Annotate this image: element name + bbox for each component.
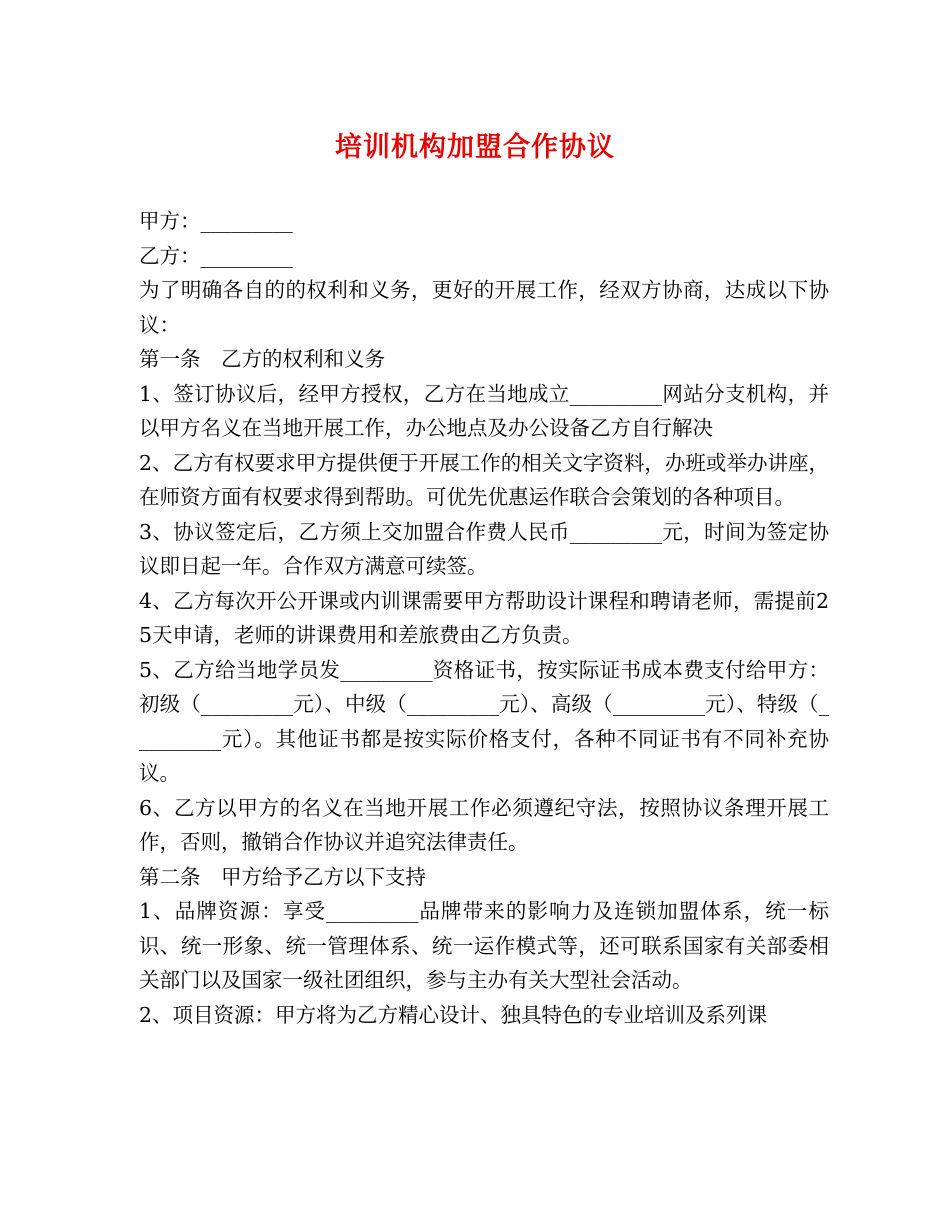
document-body bbox=[139, 204, 829, 1032]
article-1-heading: 第一条 乙方的权利和义务 bbox=[139, 347, 385, 371]
article-1-clause-1: 1、签订协议后，经甲方授权，乙方在当地成立_________网站分支机构，并以甲方名义在当地开展工作，办公地点及办公设备乙方自行解决 bbox=[139, 381, 829, 440]
party-b-line: 乙方：_________ bbox=[139, 243, 293, 268]
article-1-clause-4: 4、乙方每次开公开课或内训课需要甲方帮助设计课程和聘请老师，需提前25天申请，老师的讲课费用和差旅费由乙方负责。 bbox=[139, 588, 829, 647]
article-2-clause-2: 2、项目资源：甲方将为乙方精心设计、独具特色的专业培训及系列课 bbox=[139, 1002, 768, 1027]
preamble-paragraph: 为了明确各自的的权利和义务，更好的开展工作，经双方协商，达成以下协议： bbox=[139, 278, 829, 337]
party-a-line: 甲方：_________ bbox=[139, 209, 293, 233]
article-1-clause-5: 5、乙方给当地学员发_________资格证书，按实际证书成本费支付给甲方：初级（_________元）、中级（_________元）、高级（_________元）、特级（_________元）。其他证书都是按实际价格支付，各种不同证书有不同补充协议。 bbox=[139, 657, 829, 785]
article-2-heading: 第二条 甲方给予乙方以下支持 bbox=[139, 864, 426, 889]
article-1-clause-2: 2、乙方有权要求甲方提供便于开展工作的相关文字资料，办班或举办讲座，在师资方面有权要求得到帮助。可优先优惠运作联合会策划的各种项目。 bbox=[139, 450, 829, 509]
article-1-clause-3: 3、协议签定后，乙方须上交加盟合作费人民币_________元，时间为签定协议即日起一年。合作双方满意可续签。 bbox=[139, 519, 829, 578]
document-title: 培训机构加盟合作协议 bbox=[335, 132, 615, 163]
article-2-clause-1: 1、品牌资源：享受_________品牌带来的影响力及连锁加盟体系，统一标识、统一形象、统一管理体系、统一运作模式等，还可联系国家有关部委相关部门以及国家一级社团组织，参与主办有关大型社会活动。 bbox=[139, 899, 829, 992]
article-1-clause-6: 6、乙方以甲方的名义在当地开展工作必须遵纪守法，按照协议条理开展工作，否则，撤销合作协议并追究法律责任。 bbox=[139, 795, 829, 854]
